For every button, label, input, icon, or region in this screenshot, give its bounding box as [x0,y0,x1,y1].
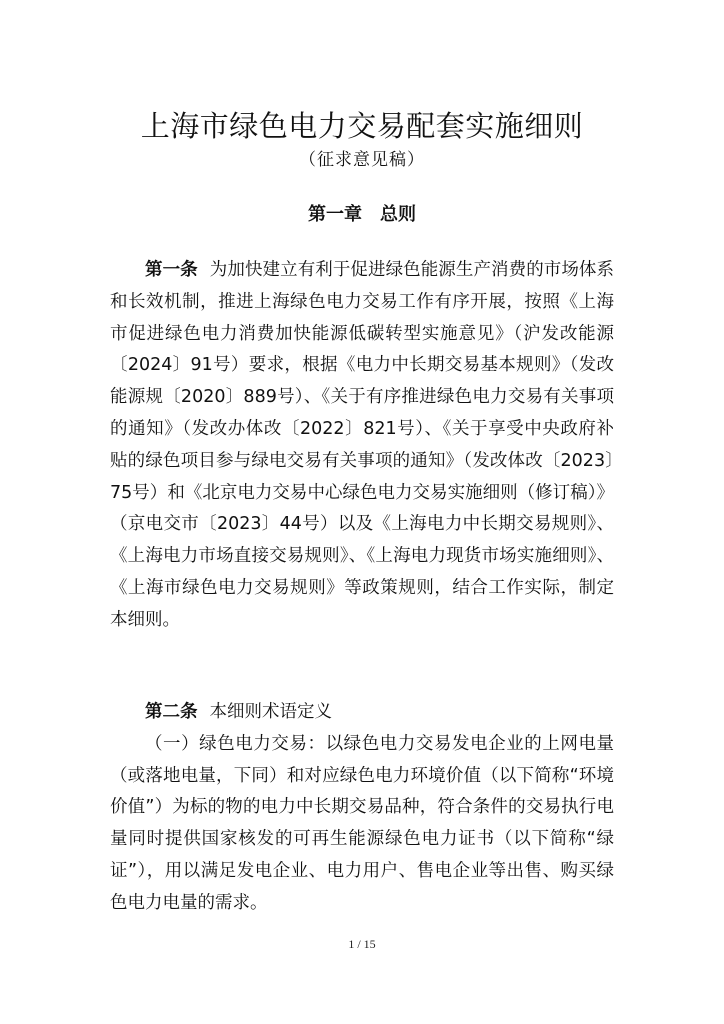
chapter-number: 第一章 [308,204,362,225]
article-1-paragraph [110,255,614,637]
article-1-label: 第一条 [145,260,198,280]
article-2-label: 第二条 [145,702,198,722]
article-1 [110,255,614,637]
article-2-paragraph [110,697,614,729]
document-title: 上海市绿色电力交易配套实施细则 [140,109,584,143]
article-1-text: 为加快建立有利于促进绿色能源生产消费的市场体系和长效机制，推进上海绿色电力交易工作有序开展，按照《上海市促进绿色电力消费加快能源低碳转型实施意见》（沪发改能源〔2024〕91号）要求，根据《电力中长期交易基本规则》（发改能源规〔2020〕889号）、《关于有序推进绿色电力交易有关事项的通知》（发改办体改〔2022〕821号）、《关于享受中央政府补贴的绿色项目参与绿电交易有关事项的通知》（发改体改〔2023〕75号）和《北京电力交易中心绿色电力交易实施细则（修订稿）》（京电交市〔2023〕44号）以及《上海电力中长期交易规则》、《上海电力市场直接交易规则》、《上海电力现货市场实施细则》、《上海市绿色电力交易规则》等政策规则，结合工作实际，制定本细则。 [110,260,615,630]
chapter-name: 总则 [380,204,416,225]
article-2-item-1: （一）绿色电力交易：以绿色电力交易发电企业的上网电量（或落地电量，下同）和对应绿色电力环境价值（以下简称“环境价值”）为标的物的电力中长期交易品种，符合条件的交易执行电量同时提供国家核发的可再生能源绿色电力证书（以下简称“绿证”），用以满足发电企业、电力用户、售电企业等出售、购买绿色电力电量的需求。 [110,733,614,913]
article-2-text: 本细则术语定义 [209,702,332,722]
document-subtitle: （征求意见稿） [299,150,425,170]
chapter-heading [0,202,724,228]
page-number: 1 / 15 [348,937,376,951]
article-2 [110,697,614,920]
